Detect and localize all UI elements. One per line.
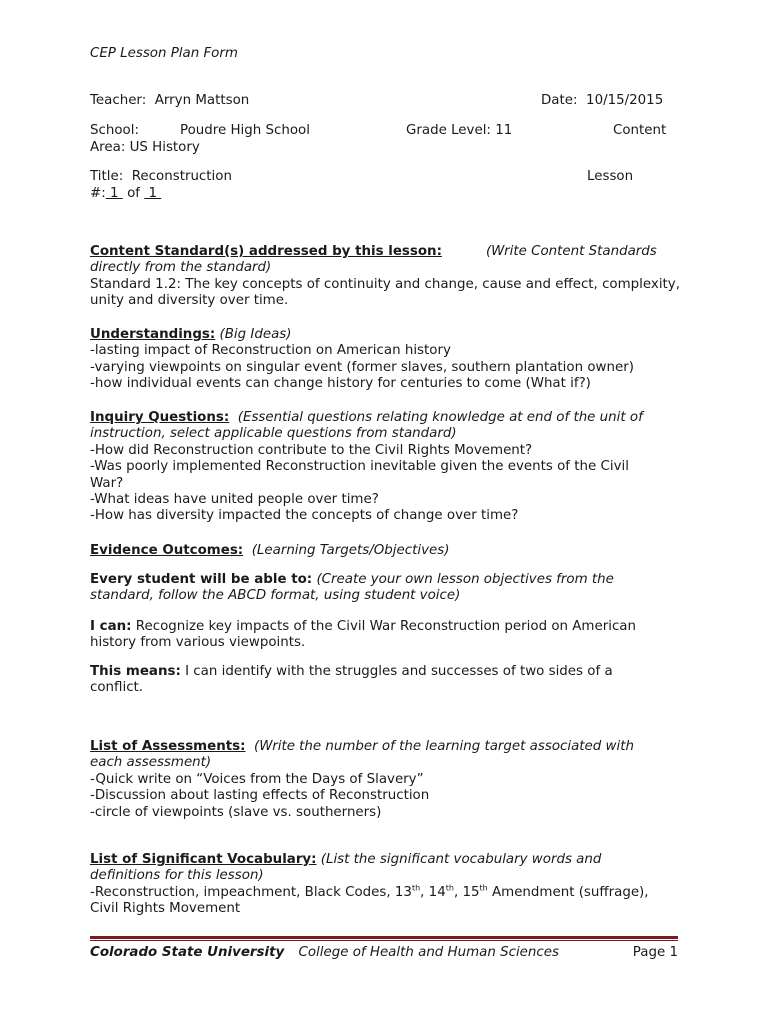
footer-university: Colorado State University bbox=[90, 945, 285, 960]
date-label: Date: bbox=[541, 93, 578, 108]
lesson-label: Lesson bbox=[587, 169, 634, 184]
every-student-hint: (Create your own lesson objectives from the standard, follow the ABCD format, using student voice) bbox=[90, 572, 614, 604]
every-student-block bbox=[90, 572, 650, 605]
list-item: -circle of viewpoints (slave vs. southerners) bbox=[90, 804, 382, 820]
content-label: Content bbox=[613, 123, 667, 138]
vocabulary-section bbox=[90, 852, 670, 918]
teacher-label: Teacher: bbox=[90, 93, 147, 108]
date-value: 10/15/2015 bbox=[586, 93, 664, 108]
vocabulary-text: -Reconstruction, impeachment, Black Codes, 13th, 14th, 15th Amendment (suffrage), Civil Rights Movement bbox=[90, 883, 649, 917]
understandings-heading: Understandings: bbox=[90, 327, 216, 342]
area-value: US History bbox=[129, 140, 200, 155]
list-item: -varying viewpoints on singular event (former slaves, southern plantation owner) bbox=[90, 359, 634, 375]
i-can-text: Recognize key impacts of the Civil War Reconstruction period on American history from various viewpoints. bbox=[90, 619, 636, 651]
list-item: -How has diversity impacted the concepts of change over time? bbox=[90, 508, 519, 524]
list-item: -lasting impact of Reconstruction on American history bbox=[90, 343, 451, 359]
teacher-name: Arryn Mattson bbox=[154, 93, 250, 108]
teacher-line bbox=[90, 93, 249, 109]
form-title: CEP Lesson Plan Form bbox=[90, 46, 238, 61]
lesson-number-label: #: bbox=[90, 186, 106, 201]
footer bbox=[90, 945, 678, 961]
standards-section bbox=[90, 244, 680, 310]
title-line bbox=[90, 169, 232, 185]
lesson-total: 1 bbox=[148, 186, 158, 201]
of-label: of bbox=[127, 186, 140, 201]
school-name: Poudre High School bbox=[180, 123, 310, 138]
list-item: -how individual events can change history for centuries to come (What if?) bbox=[90, 376, 591, 392]
this-means-text: I can identify with the struggles and successes of two sides of a conflict. bbox=[90, 664, 613, 696]
title-label: Title: bbox=[90, 169, 124, 184]
grade-line bbox=[406, 123, 512, 139]
area-line bbox=[90, 140, 200, 156]
grade-value: 11 bbox=[495, 123, 513, 138]
standards-text: Standard 1.2: The key concepts of continuity and change, cause and effect, complexity, unity and diversity over time. bbox=[90, 276, 680, 309]
assessments-hint: (Write the number of the learning target associated with each assessment) bbox=[90, 739, 634, 771]
grade-label: Grade Level: bbox=[406, 123, 491, 138]
understandings-hint: (Big Ideas) bbox=[219, 327, 292, 342]
list-item: -Discussion about lasting effects of Reconstruction bbox=[90, 788, 430, 804]
evidence-hint: (Learning Targets/Objectives) bbox=[251, 543, 450, 558]
date-line bbox=[541, 93, 663, 109]
this-means-block bbox=[90, 664, 650, 697]
evidence-section bbox=[90, 543, 680, 559]
list-item: -Quick write on “Voices from the Days of Slavery” bbox=[90, 771, 424, 787]
vocabulary-heading: List of Significant Vocabulary: bbox=[90, 852, 317, 867]
area-label: Area: bbox=[90, 140, 126, 155]
list-item: -What ideas have united people over time? bbox=[90, 492, 379, 508]
every-student-label: Every student will be able to: bbox=[90, 572, 313, 587]
school-label: School: bbox=[90, 123, 139, 138]
lesson-title: Reconstruction bbox=[131, 169, 232, 184]
footer-college: College of Health and Human Sciences bbox=[298, 945, 559, 960]
lesson-number-line bbox=[90, 186, 161, 202]
evidence-heading: Evidence Outcomes: bbox=[90, 543, 244, 558]
list-item: -Was poorly implemented Reconstruction inevitable given the events of the Civil War? bbox=[90, 459, 629, 491]
inquiry-hint: (Essential questions relating knowledge at end of the unit of instruction, select applicable questions from standard) bbox=[90, 410, 643, 442]
inquiry-heading: Inquiry Questions: bbox=[90, 410, 230, 425]
this-means-label: This means: bbox=[90, 664, 181, 679]
standards-hint: (Write Content Standards directly from the standard) bbox=[90, 244, 657, 276]
i-can-label: I can: bbox=[90, 619, 132, 634]
understandings-section bbox=[90, 327, 680, 393]
lesson-number: 1 bbox=[110, 186, 119, 201]
footer-rule-thick bbox=[90, 936, 678, 939]
i-can-block bbox=[90, 619, 670, 652]
list-item: -How did Reconstruction contribute to the Civil Rights Movement? bbox=[90, 442, 533, 458]
standards-heading: Content Standard(s) addressed by this lesson: bbox=[90, 244, 442, 259]
assessments-section bbox=[90, 739, 665, 821]
footer-rule-thin bbox=[90, 940, 678, 941]
inquiry-section bbox=[90, 410, 662, 525]
footer-page-number: Page 1 bbox=[632, 945, 678, 960]
vocabulary-hint: (List the significant vocabulary words and definitions for this lesson) bbox=[90, 852, 602, 884]
assessments-heading: List of Assessments: bbox=[90, 739, 246, 754]
